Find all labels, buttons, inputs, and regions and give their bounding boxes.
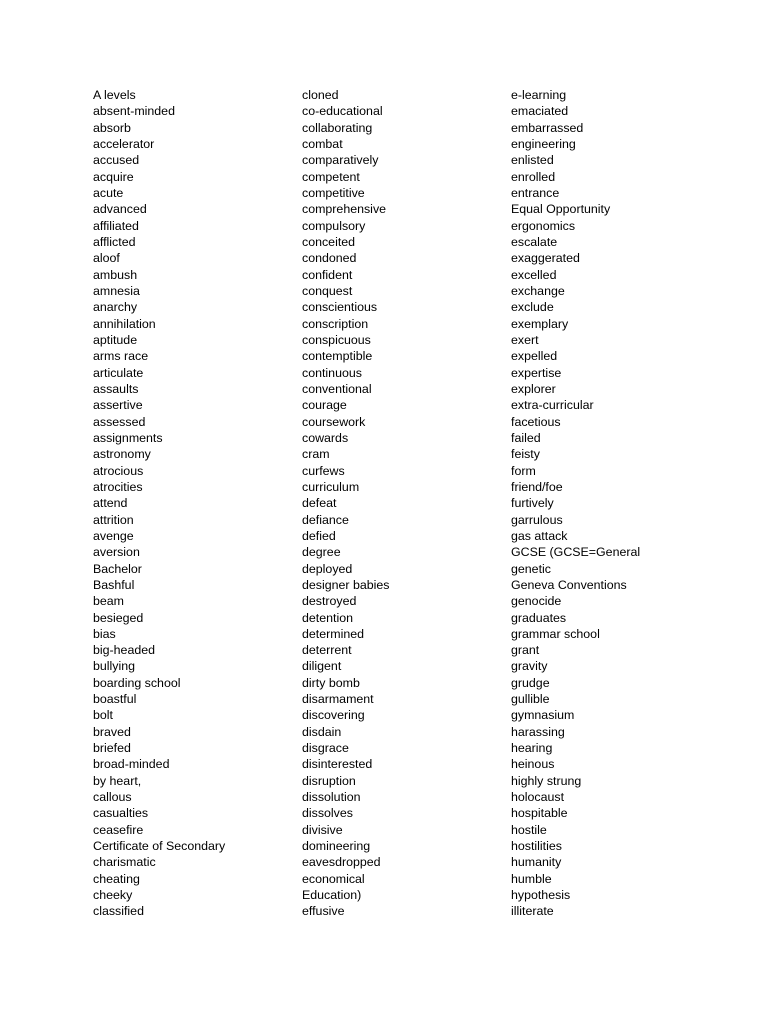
word-item: entrance (511, 185, 560, 200)
word-item: attrition (93, 512, 134, 527)
word-item: gas attack (511, 528, 568, 543)
word-item: designer babies (302, 577, 390, 592)
word-item: enlisted (511, 153, 554, 168)
word-item: assertive (93, 398, 143, 413)
word-item: destroyed (302, 594, 357, 609)
word-item: compulsory (302, 218, 366, 233)
word-item: illiterate (511, 904, 554, 919)
word-item: disarmament (302, 692, 374, 707)
word-column-1 (93, 87, 293, 920)
word-item: emaciated (511, 104, 569, 119)
word-item: hostile (511, 822, 547, 837)
word-item: curfews (302, 463, 345, 478)
word-item: dirty bomb (302, 675, 360, 690)
word-item: expertise (511, 365, 562, 380)
word-item: annihilation (93, 316, 156, 331)
word-item: disruption (302, 773, 356, 788)
word-item: determined (302, 626, 364, 641)
word-item: cheeky (93, 888, 133, 903)
word-item: degree (302, 545, 341, 560)
word-item: garrulous (511, 512, 563, 527)
word-item: genetic (511, 561, 551, 576)
word-item: collaborating (302, 120, 373, 135)
word-item: feisty (511, 447, 540, 462)
word-item: ambush (93, 267, 138, 282)
word-item: absent-minded (93, 104, 175, 119)
word-item: disdain (302, 724, 342, 739)
word-item: ergonomics (511, 218, 576, 233)
word-item: casualties (93, 806, 149, 821)
word-item: humble (511, 871, 552, 886)
word-item: defied (302, 528, 336, 543)
word-item: conscientious (302, 300, 378, 315)
word-item: discovering (302, 708, 365, 723)
word-item: cowards (302, 430, 349, 445)
word-item: diligent (302, 659, 342, 674)
word-item: big-headed (93, 643, 156, 658)
word-item: hypothesis (511, 888, 571, 903)
word-item: arms race (93, 349, 149, 364)
word-item: accused (93, 153, 140, 168)
word-item: highly strung (511, 773, 582, 788)
word-item: bullying (93, 659, 136, 674)
word-item: Education) (302, 888, 362, 903)
word-item: Geneva Conventions (511, 577, 627, 592)
word-item: atrocious (93, 463, 144, 478)
word-item: friend/foe (511, 479, 563, 494)
word-item: dissolution (302, 790, 361, 805)
word-item: continuous (302, 365, 362, 380)
word-item: exchange (511, 283, 565, 298)
word-item: facetious (511, 414, 561, 429)
word-item: assessed (93, 414, 146, 429)
word-item: domineering (302, 839, 371, 854)
word-item: enrolled (511, 169, 556, 184)
word-item: confident (302, 267, 353, 282)
word-item: holocaust (511, 790, 565, 805)
word-item: comprehensive (302, 202, 387, 217)
word-item: excelled (511, 267, 557, 282)
word-item: A levels (93, 88, 136, 102)
word-item: explorer (511, 381, 556, 396)
word-item: grant (511, 643, 540, 658)
word-item: contemptible (302, 349, 373, 364)
word-item: beam (93, 594, 124, 609)
word-item: curriculum (302, 479, 360, 494)
word-item: bias (93, 626, 116, 641)
word-item: aptitude (93, 332, 138, 347)
word-column-2 (302, 87, 502, 920)
word-item: anarchy (93, 300, 138, 315)
word-item: cheating (93, 871, 140, 886)
word-item: eavesdropped (302, 855, 381, 870)
word-item: engineering (511, 136, 576, 151)
word-item: conspicuous (302, 332, 371, 347)
word-item: heinous (511, 757, 555, 772)
word-item: furtively (511, 496, 554, 511)
word-item: embarrassed (511, 120, 584, 135)
word-item: condoned (302, 251, 357, 266)
word-item: acute (93, 185, 124, 200)
word-item: competent (302, 169, 360, 184)
word-item: conscription (302, 316, 369, 331)
word-item: combat (302, 136, 343, 151)
word-item: broad-minded (93, 757, 170, 772)
word-item: disinterested (302, 757, 373, 772)
word-item: afflicted (93, 234, 136, 249)
word-item: exclude (511, 300, 554, 315)
word-item: expelled (511, 349, 558, 364)
word-item: economical (302, 871, 365, 886)
word-item: cloned (302, 88, 339, 102)
word-item: ceasefire (93, 822, 144, 837)
word-item: competitive (302, 185, 365, 200)
word-item: dissolves (302, 806, 353, 821)
word-item: divisive (302, 822, 343, 837)
word-item: absorb (93, 120, 131, 135)
word-item: articulate (93, 365, 144, 380)
word-item: form (511, 463, 536, 478)
word-item: attend (93, 496, 128, 511)
word-item: conventional (302, 381, 372, 396)
word-item: besieged (93, 610, 144, 625)
word-item: atrocities (93, 479, 143, 494)
word-item: genocide (511, 594, 562, 609)
word-item: defeat (302, 496, 337, 511)
word-item: Certificate of Secondary (93, 839, 226, 854)
word-item: grammar school (511, 626, 600, 641)
word-item: astronomy (93, 447, 151, 462)
word-item: comparatively (302, 153, 379, 168)
word-item: conquest (302, 283, 353, 298)
word-item: disgrace (302, 741, 349, 756)
word-item: briefed (93, 741, 131, 756)
word-item: affiliated (93, 218, 139, 233)
word-item: Bashful (93, 577, 135, 592)
word-item: failed (511, 430, 541, 445)
word-item: defiance (302, 512, 349, 527)
word-item: humanity (511, 855, 562, 870)
word-item: aloof (93, 251, 120, 266)
word-item: Bachelor (93, 561, 142, 576)
word-item: aversion (93, 545, 140, 560)
word-item: escalate (511, 234, 558, 249)
word-item: hostilities (511, 839, 562, 854)
word-item: by heart, (93, 773, 142, 788)
word-item: harassing (511, 724, 565, 739)
word-item: bolt (93, 708, 113, 723)
word-item: extra-curricular (511, 398, 594, 413)
word-item: conceited (302, 234, 356, 249)
word-item: boarding school (93, 675, 181, 690)
word-item: hospitable (511, 806, 568, 821)
word-column-3 (511, 87, 711, 920)
word-item: accelerator (93, 136, 155, 151)
word-item: co-educational (302, 104, 383, 119)
word-item: deployed (302, 561, 353, 576)
word-item: callous (93, 790, 132, 805)
word-item: boastful (93, 692, 137, 707)
word-item: exaggerated (511, 251, 580, 266)
word-item: GCSE (GCSE=General (511, 545, 641, 560)
word-item: detention (302, 610, 353, 625)
word-item: grudge (511, 675, 550, 690)
word-item: acquire (93, 169, 134, 184)
word-item: gullible (511, 692, 550, 707)
word-item: cram (302, 447, 330, 462)
word-item: advanced (93, 202, 147, 217)
word-item: assaults (93, 381, 139, 396)
word-item: exert (511, 332, 539, 347)
word-item: coursework (302, 414, 366, 429)
word-item: gravity (511, 659, 548, 674)
word-item: courage (302, 398, 347, 413)
word-item: avenge (93, 528, 134, 543)
word-item: classified (93, 904, 144, 919)
word-item: hearing (511, 741, 553, 756)
word-item: gymnasium (511, 708, 575, 723)
word-item: charismatic (93, 855, 156, 870)
word-item: Equal Opportunity (511, 202, 611, 217)
word-item: effusive (302, 904, 345, 919)
word-item: e-learning (511, 88, 567, 102)
word-item: braved (93, 724, 131, 739)
word-item: amnesia (93, 283, 140, 298)
word-item: assignments (93, 430, 163, 445)
word-item: graduates (511, 610, 567, 625)
word-item: deterrent (302, 643, 352, 658)
word-item: exemplary (511, 316, 569, 331)
